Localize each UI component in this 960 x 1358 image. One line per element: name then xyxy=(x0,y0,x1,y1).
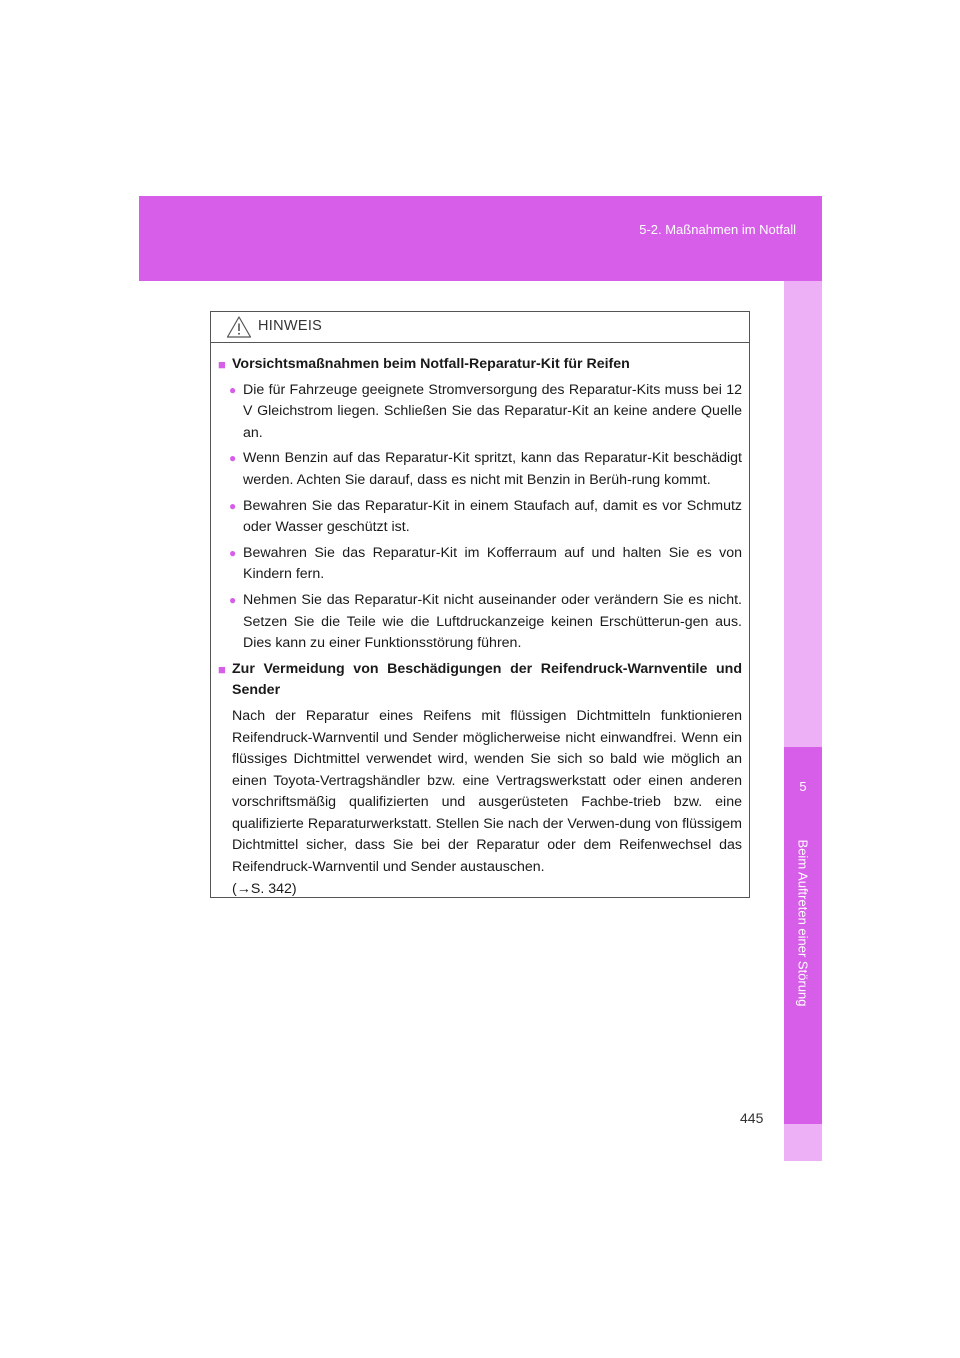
notice-header xyxy=(211,312,749,343)
section-paragraph: Nach der Reparatur eines Reifens mit flüssigen Dichtmitteln funktionieren Reifendruck-Warnventil und Sender möglicherweise nicht einwandfrei. Wenn ein flüssiges Dichtmittel verwendet wird, wenden Sie sich so bald wie möglich an einen Toyota-Vertragshändler bzw. eine Vertragswerkstatt oder einen anderen vorschriftsmäßig qualifizierten und ausgerüsteten Fachbe-trieb bzw. eine qualifizierte Reparaturwerkstatt. Stellen Sie nach der Verwen-dung von flüssigem Dichtmittel sicher, dass Sie bei der Reparatur oder dem Reifenwechsel das Reifendruck-Warnventil und Sender austauschen. xyxy=(232,707,742,876)
notice-body xyxy=(211,343,749,900)
section-heading xyxy=(218,659,742,702)
list-item-text: Die für Fahrzeuge geeignete Stromversorgung des Reparatur-Kits muss bei 12 V Gleichstrom liegen. Schließen Sie das Reparatur-Kit an keine andere Quelle an. xyxy=(243,381,742,441)
list-item-text: Nehmen Sie das Reparatur-Kit nicht auseinander oder verändern Sie es nicht. Setzen Sie die Teile wie die Luftdruckanzeige keinen Erschütterun-gen aus. Dies kann zu einer Funktionsstörung führen. xyxy=(243,591,742,652)
chapter-number: 5 xyxy=(799,779,807,794)
square-bullet-icon: ■ xyxy=(218,357,226,372)
list-item xyxy=(218,543,742,586)
dot-bullet-icon: ● xyxy=(229,545,237,560)
notice-box xyxy=(210,311,750,898)
list-item xyxy=(218,380,742,445)
dot-bullet-icon: ● xyxy=(229,498,237,513)
notice-title: HINWEIS xyxy=(258,318,323,334)
section-heading xyxy=(218,354,742,376)
list-item-text: Bewahren Sie das Reparatur-Kit in einem Staufach auf, damit es vor Schmutz oder Wasser geschützt ist. xyxy=(243,497,742,536)
section-title: 5-2. Maßnahmen im Notfall xyxy=(639,222,796,237)
list-item-text: Wenn Benzin auf das Reparatur-Kit spritzt, kann das Reparatur-Kit beschädigt werden. Achten Sie darauf, dass es nicht mit Benzin in Berüh-rung kommt. xyxy=(243,450,742,488)
side-tab xyxy=(784,281,822,1161)
list-item xyxy=(218,496,742,539)
page-reference: (→S. 342) xyxy=(232,880,297,897)
section-heading-text: Vorsichtsmaßnahmen beim Notfall-Reparatur-Kit für Reifen xyxy=(232,356,630,372)
list-item-text: Bewahren Sie das Reparatur-Kit im Kofferraum auf und halten Sie es von Kindern fern. xyxy=(243,544,742,583)
dot-bullet-icon: ● xyxy=(229,592,237,607)
list-item xyxy=(218,590,742,655)
dot-bullet-icon: ● xyxy=(229,382,237,397)
square-bullet-icon: ■ xyxy=(218,661,226,677)
header-band xyxy=(139,196,822,281)
warning-triangle-icon xyxy=(226,315,252,339)
dot-bullet-icon: ● xyxy=(229,451,237,466)
list-item xyxy=(218,448,742,491)
chapter-label: Beim Auftreten einer Störung xyxy=(795,839,811,1007)
page-number: 445 xyxy=(740,1110,764,1126)
section-heading-text: Zur Vermeidung von Beschädigungen der Reifendruck-Warnventile und Sender xyxy=(232,660,742,699)
